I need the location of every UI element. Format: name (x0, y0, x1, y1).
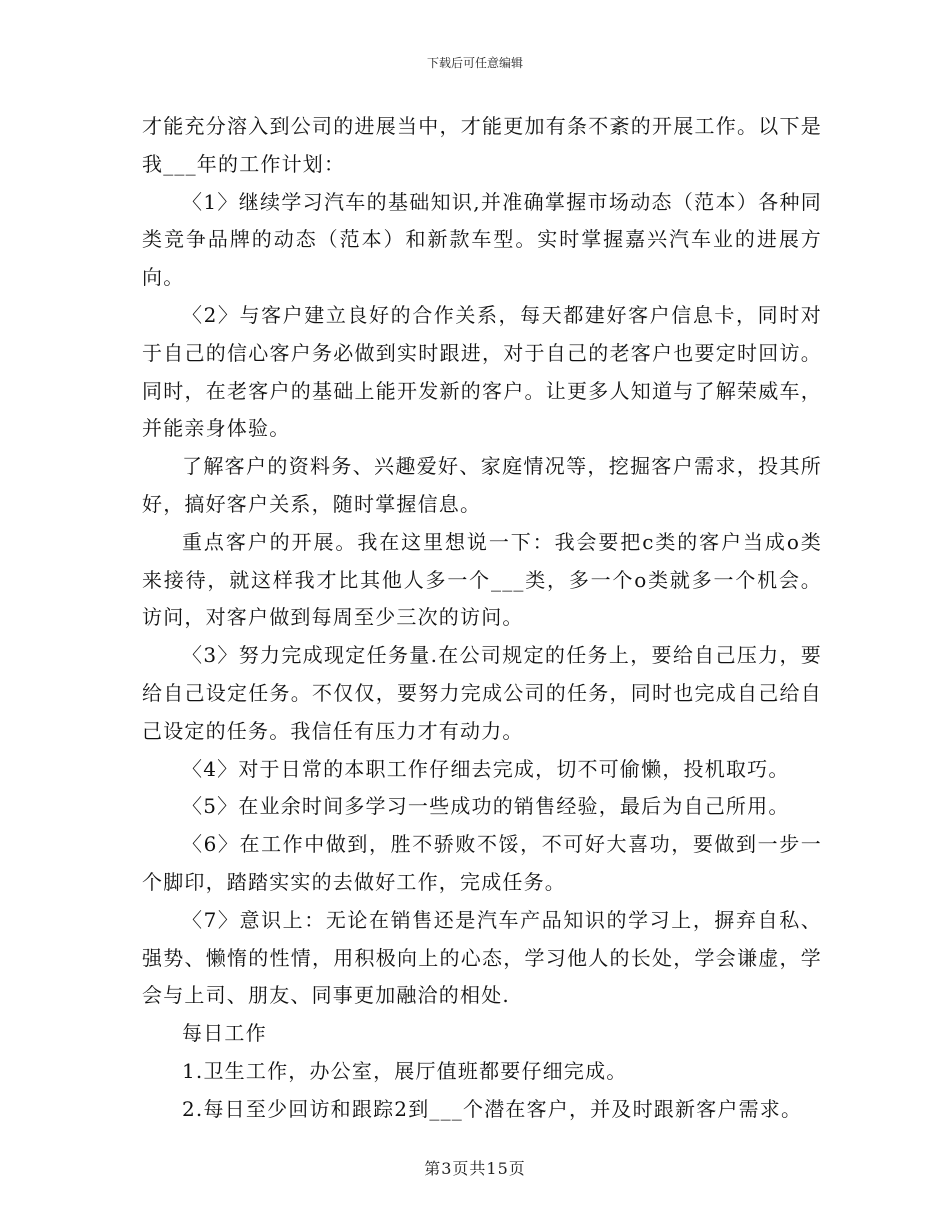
paragraph: 〈5〉在业余时间多学习一些成功的销售经验，最后为自己所用。 (182, 794, 790, 819)
paragraph: 〈2〉与客户建立良好的合作关系，每天都建好客户信息卡，同时对于自己的信心客户务必做到实时跟进，对于自己的老客户也要定时回访。同时，在老客户的基础上能开发新的客户。让更多人知道与了解荣威车，并能亲身体验。 (142, 302, 822, 441)
paragraph: 〈3〉努力完成现定任务量.在公司规定的任务上，要给自己压力，要给自己设定任务。不仅仅，要努力完成公司的任务，同时也完成自己给自己设定的任务。我信任有压力才有动力。 (142, 643, 822, 743)
section-heading: 每日工作 (182, 1021, 267, 1046)
paragraph: 〈4〉对于日常的本职工作仔细去完成，切不可偷懒，投机取巧。 (182, 756, 790, 781)
paragraph: 〈6〉在工作中做到，胜不骄败不馁，不可好大喜功，要做到一步一个脚印，踏踏实实的去做好工作，完成任务。 (142, 832, 822, 894)
paragraph: 了解客户的资料务、兴趣爱好、家庭情况等，挖掘客户需求，投其所好，搞好客户关系，随时掌握信息。 (142, 454, 822, 516)
list-item: 1.卫生工作，办公室，展厅值班都要仔细完成。 (182, 1058, 628, 1083)
page-number: 第3页共15页 (424, 1159, 526, 1178)
paragraph: 〈7〉意识上：无论在销售还是汽车产品知识的学习上，摒弃自私、强势、懒惰的性情，用积极向上的心态，学习他人的长处，学会谦虚，学会与上司、朋友、同事更加融洽的相处. (142, 907, 822, 1008)
page-header: 下载后可任意编辑 (426, 56, 523, 70)
paragraph: 〈1〉继续学习汽车的基础知识,并准确掌握市场动态（范本）各种同类竞争品牌的动态（范本）和新款车型。实时掌握嘉兴汽车业的进展方向。 (142, 189, 822, 290)
list-item: 2.每日至少回访和跟踪2到___个潜在客户，并及时跟新客户需求。 (182, 1096, 803, 1121)
paragraph: 才能充分溶入到公司的进展当中，才能更加有条不紊的开展工作。以下是我___年的工作计划： (142, 114, 822, 176)
paragraph: 重点客户的开展。我在这里想说一下：我会要把c类的客户当成o类来接待，就这样我才比其他人多一个___类，多一个o类就多一个机会。访问，对客户做到每周至少三次的访问。 (142, 529, 822, 630)
document-body (142, 108, 822, 1129)
